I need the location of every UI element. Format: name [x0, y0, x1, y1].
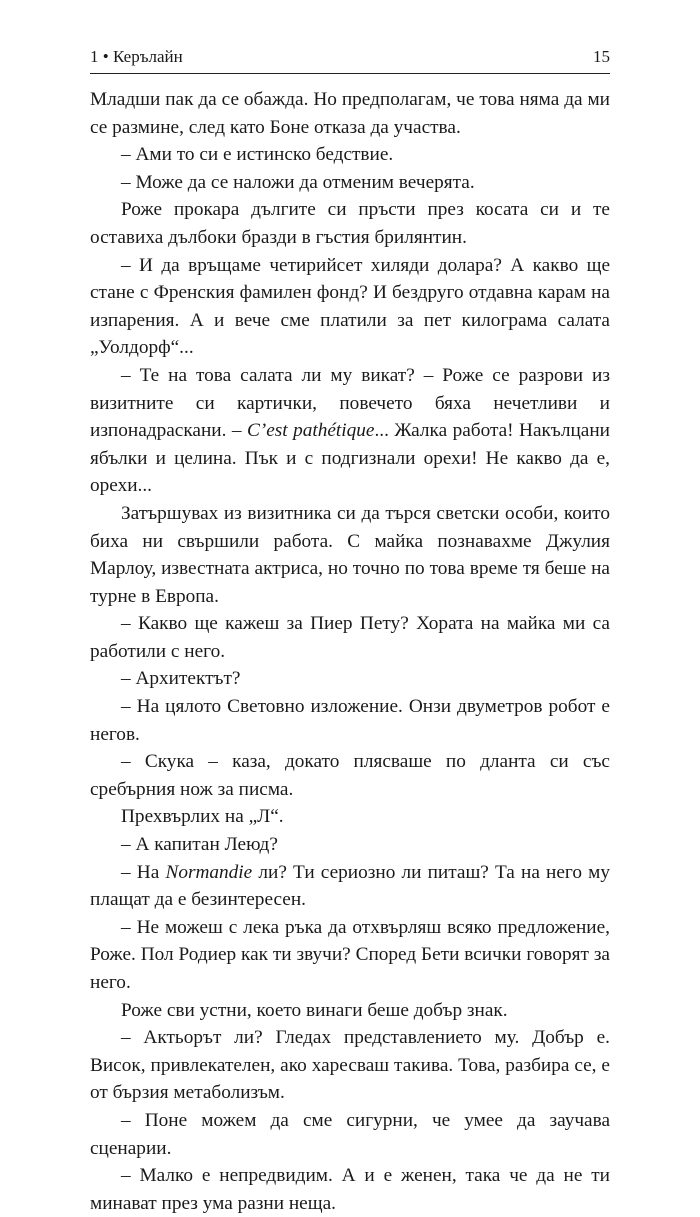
page-number: 15: [593, 47, 610, 66]
header-separator: •: [102, 47, 109, 66]
paragraph: [90, 362, 610, 500]
page-body: [90, 86, 610, 1217]
chapter-number: 1: [90, 47, 99, 66]
paragraph: – Актьорът ли? Гледах представлението му. Добър е. Висок, привлекателен, ако харесваш такива. Това, разбира се, е от бързия метаболизъм.: [90, 1027, 610, 1104]
paragraph: – И да връщаме четирийсет хиляди долара? А какво ще стане с Френския фамилен фонд? И бездруго отдавна карам на изпарения. А и вече сме платили за пет килограма салата „Уолдорф“...: [90, 254, 610, 359]
paragraph: – Ами то си е истинско бедствие.: [121, 144, 394, 166]
header-rule: [90, 73, 610, 74]
running-head: [90, 46, 610, 68]
paragraph: – А капитан Леюд?: [121, 834, 278, 856]
paragraph: – Скука – каза, докато плясваше по дланта си със сребърния нож за писма.: [90, 751, 610, 800]
chapter-heading: [90, 46, 183, 68]
paragraph-text: – Те на това салата ли му викат? – Роже се разрови из визитните си картички, повечето бяха нечетливи и изпонадраскани. –: [90, 364, 610, 442]
paragraph-text: ... Жалка работа! Накълцани ябълки и целина. Пък и с подгизнали орехи! Не какво да е, орехи...: [90, 420, 610, 497]
chapter-title: Керълайн: [112, 47, 183, 66]
paragraph-text: ли? Ти сериозно ли питаш? Та на него му плащат да е безинтересен.: [90, 861, 611, 911]
paragraph: – На цялото Световно изложение. Онзи двуметров робот е негов.: [90, 696, 610, 745]
paragraph-text: – На: [121, 861, 166, 883]
paragraph: [90, 859, 610, 914]
paragraph: – Не можеш с лека ръка да отхвърляш всяко предложение, Роже. Пол Родиер как ти звучи? Според Бети всички говорят за него.: [90, 916, 610, 993]
paragraph: – Може да се наложи да отменим вечерята.: [121, 171, 475, 193]
paragraph: – Какво ще кажеш за Пиер Пету? Хората на майка ми са работили с него.: [90, 613, 610, 662]
paragraph: Прехвърлих на „Л“.: [121, 806, 284, 828]
paragraph: Роже сви устни, което винаги беше добър знак.: [121, 999, 508, 1021]
paragraph: – Малко е непредвидим. А и е женен, така че да не ти минават през ума разни неща.: [90, 1165, 610, 1214]
italic-ship-name: Normandie: [165, 861, 253, 883]
paragraph: – Архитектът?: [121, 668, 241, 690]
paragraph: Младши пак да се обажда. Но предполагам, че това няма да ми се размине, след като Боне отказа да участва.: [90, 89, 610, 138]
paragraph: Роже прокара дългите си пръсти през косата си и те оставиха дълбоки бразди в гъстия брилянтин.: [90, 199, 610, 248]
paragraph: Затършувах из визитника си да търся светски особи, които биха ни свършили работа. С майка познавахме Джулия Марлоу, известната актриса, но точно по това време тя беше на турне в Европа.: [90, 502, 610, 607]
paragraph: – Поне можем да сме сигурни, че умее да заучава сценарии.: [90, 1109, 610, 1159]
italic-phrase: C’est pathétique: [246, 420, 375, 442]
